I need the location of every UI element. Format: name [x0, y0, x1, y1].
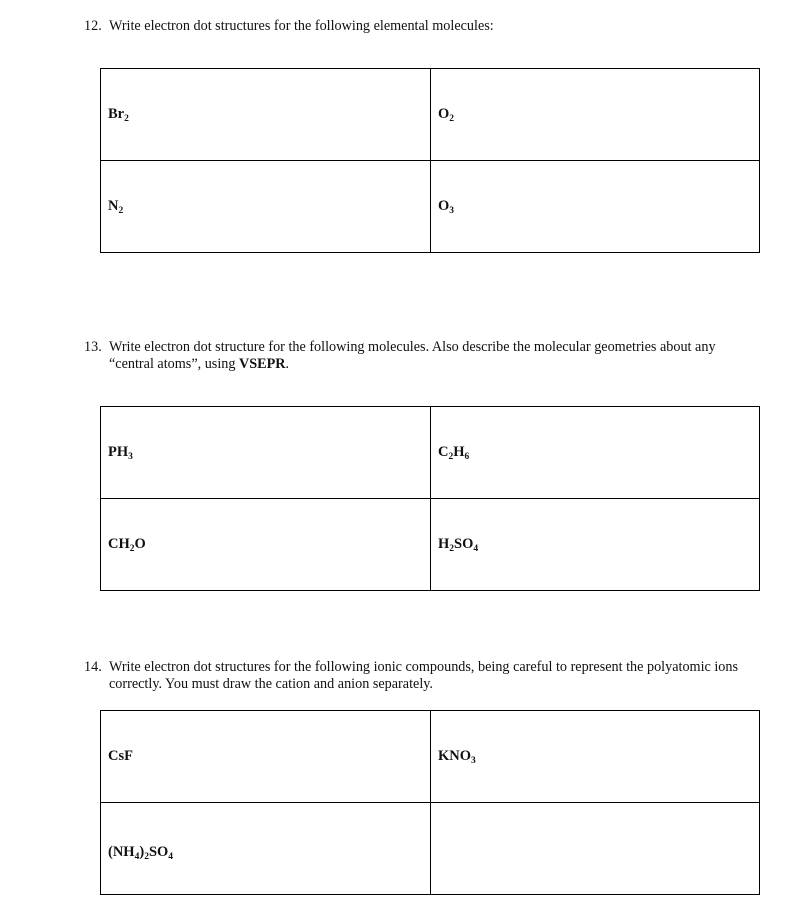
formula-csf: CsF	[108, 747, 133, 764]
formula-o2: $O_2$	[438, 105, 455, 124]
cell-o3[interactable]	[431, 161, 760, 253]
question-14-table	[100, 710, 760, 895]
cell-ph3[interactable]	[101, 407, 431, 499]
question-13-table	[100, 406, 760, 591]
question-14-text: Write electron dot structures for the following ionic compounds, being careful to represent the polyatomic ions correctly. You must draw the cation and anion separately.	[109, 659, 739, 692]
formula-h2so4: $H_2SO_4$	[438, 535, 479, 554]
cell-o2[interactable]	[431, 69, 760, 161]
formula-kno3: $KNO_3$	[438, 747, 476, 766]
formula-nh4-2so4: $(NH_4)_2SO_4$	[108, 844, 174, 862]
cell-br2[interactable]	[101, 69, 431, 161]
formula-ph3: $PH_3$	[108, 443, 133, 462]
formula-br2: $Br_2$	[108, 105, 129, 124]
formula-o3: $O_3$	[438, 197, 455, 216]
formula-ch2o: $CH_2O$	[108, 535, 146, 554]
cell-csf[interactable]	[101, 711, 431, 803]
cell-nh4-2so4[interactable]	[101, 803, 431, 895]
question-14	[84, 659, 754, 693]
formula-n2: $N_2$	[108, 197, 124, 216]
question-13-number: 13.	[84, 339, 102, 355]
question-12-number: 12.	[84, 18, 102, 34]
question-14-number: 14.	[84, 659, 102, 675]
formula-c2h6: $C_2H_6$	[438, 443, 470, 462]
question-12-text: Write electron dot structures for the following elemental molecules:	[109, 18, 494, 34]
cell-c2h6[interactable]	[431, 407, 760, 499]
cell-h2so4[interactable]	[431, 499, 760, 591]
cell-empty[interactable]	[431, 803, 760, 895]
question-13	[84, 339, 754, 373]
cell-ch2o[interactable]	[101, 499, 431, 591]
vsepr-bold: VSEPR	[239, 356, 286, 372]
question-12	[84, 18, 754, 35]
question-12-table	[100, 68, 760, 253]
cell-kno3[interactable]	[431, 711, 760, 803]
question-13-text: Write electron dot structure for the following molecules. Also describe the molecular geometries about any “central atoms”, using VSEPR.	[109, 339, 716, 372]
cell-n2[interactable]	[101, 161, 431, 253]
